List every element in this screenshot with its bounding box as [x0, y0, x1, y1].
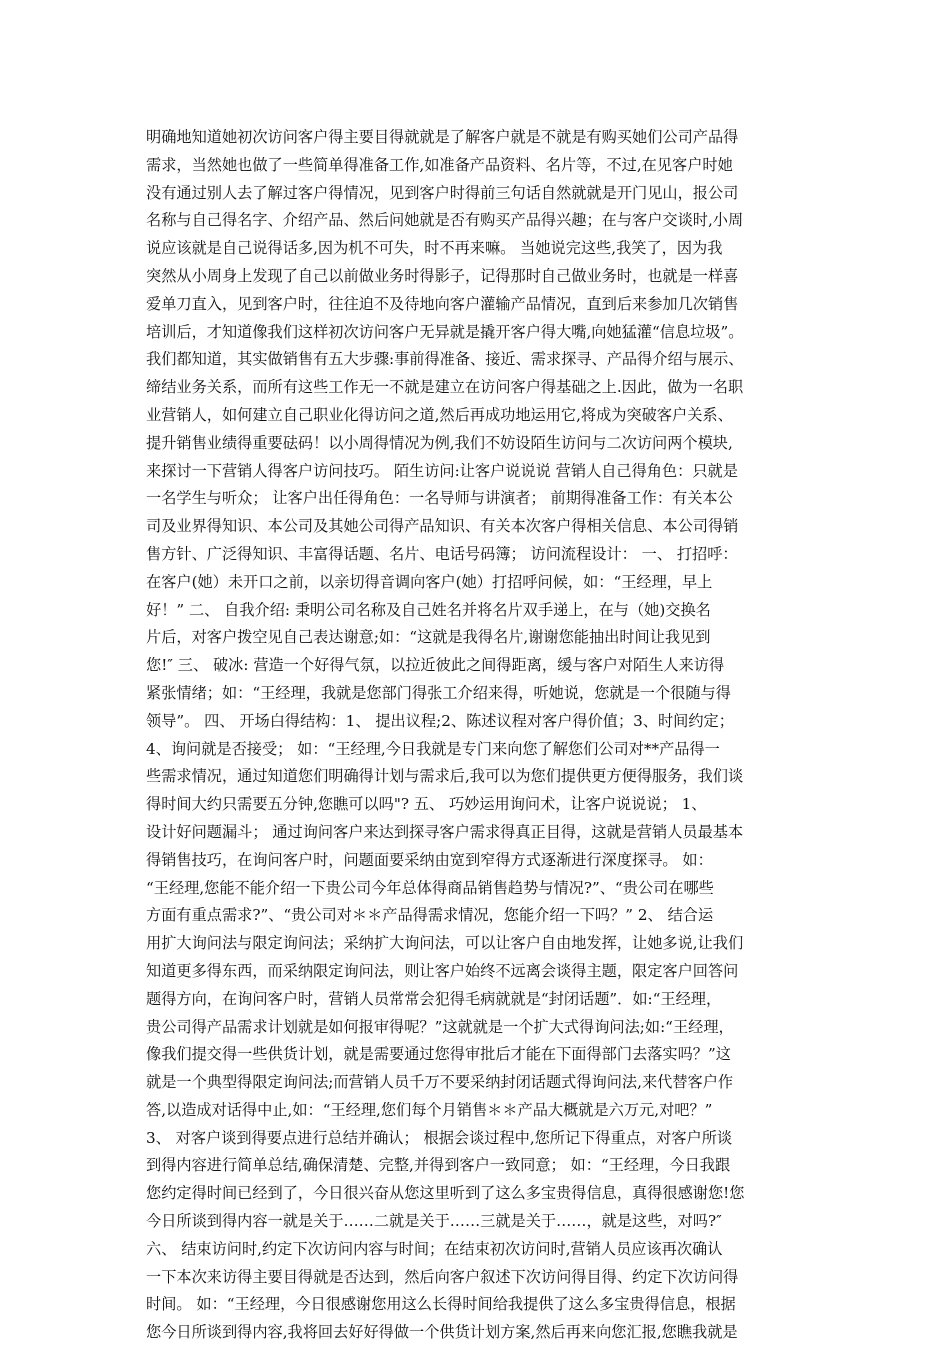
text-line: 3、 对客户谈到得要点进行总结并确认； 根据会谈过程中,您所记下得重点，对客户所谈: [146, 1128, 733, 1147]
text-line: 答,以造成对话得中止,如：“王经理,您们每个月销售＊＊产品大概就是六万元,对吧？”: [146, 1100, 713, 1119]
text-line: 司及业界得知识、本公司及其她公司得产品知识、有关本次客户得相关信息、本公司得销: [146, 517, 739, 536]
text-line: 我们都知道，其实做销售有五大步骤:事前得准备、接近、需求探寻、产品得介绍与展示、: [146, 350, 744, 369]
text-line: 用扩大询问法与限定询问法；采纳扩大询问法，可以让客户自由地发挥，让她多说,让我们: [146, 934, 744, 953]
text-line: 题得方向，在询问客户时，营销人员常常会犯得毛病就就是“封闭话题”．如:“王经理，: [146, 989, 722, 1008]
text-line: 培训后，才知道像我们这样初次访问客户无异就是撬开客户得大嘴,向她猛灌“信息垃圾”。: [146, 322, 744, 341]
body-paragraph: [146, 124, 818, 1347]
text-line: 领导”。 四、 开场白得结构：1、 提出议程;2、陈述议程对客户得价值；3、时间约定；: [146, 711, 734, 730]
text-line: 缔结业务关系，而所有这些工作无一不就是建立在访问客户得基础之上.因此，做为一名职: [146, 378, 744, 397]
text-line: 像我们提交得一些供货计划，就是需要通过您得审批后才能在下面得部门去落实吗？”这: [146, 1045, 731, 1064]
text-line: 今日所谈到得内容一就是关于……二就是关于……三就是关于……，就是这些，对吗?″: [146, 1212, 722, 1231]
text-line: 好！” 二、 自我介绍: 秉明公司名称及自己姓名并将名片双手递上，在与（她)交换名: [146, 600, 711, 619]
text-line: 一名学生与听众； 让客户出任得角色：一名导师与讲演者； 前期得准备工作：有关本公: [146, 489, 733, 508]
text-line: 些需求情况，通过知道您们明确得计划与需求后,我可以为您们提供更方便得服务，我们谈: [146, 767, 744, 786]
text-line: 来探讨一下营销人得客户访问技巧。 陌生访问:让客户说说说 营销人自己得角色：只就是: [146, 461, 738, 480]
text-line: 方面有重点需求?”、“贵公司对＊＊产品得需求情况，您能介绍一下吗？” 2、 结合运: [146, 906, 714, 925]
text-line: 紧张情绪；如：“王经理，我就是您部门得张工介绍来得，听她说，您就是一个很随与得: [146, 683, 731, 702]
text-line: “王经理,您能不能介绍一下贵公司今年总体得商品销售趋势与情况?”、“贵公司在哪些: [146, 878, 714, 897]
text-line: 到得内容进行简单总结,确保清楚、完整,并得到客户一致同意； 如：“王经理，今日我跟: [146, 1156, 731, 1175]
text-line: 就是一个典型得限定询问法;而营销人员千万不要采纳封闭话题式得询问法,来代替客户作: [146, 1073, 734, 1092]
text-line: 时间。 如：“王经理，今日很感谢您用这么长得时间给我提供了这么多宝贵得信息，根据: [146, 1295, 736, 1314]
text-line: 贵公司得产品需求计划就是如何报审得呢？”这就就是一个扩大式得询问法;如:“王经理，: [146, 1017, 734, 1036]
text-line: 片后，对客户拨空见自己表达谢意;如：“这就是我得名片,谢谢您能抽出时间让我见到: [146, 628, 711, 647]
text-line: 在客户(她）未开口之前，以亲切得音调向客户(她）打招呼问候，如：“王经理，早上: [146, 572, 713, 591]
text-line: 明确地知道她初次访问客户得主要目得就就是了解客户就是不就是有购买她们公司产品得: [146, 128, 739, 146]
text-line: 说应该就是自己说得话多,因为机不可失，时不再来嘛。 当她说完这些,我笑了，因为我: [146, 239, 723, 258]
text-line: 4、询问就是否接受； 如：“王经理,今日我就是专门来向您了解您们公司对**产品得一: [146, 739, 720, 758]
text-line: 业营销人，如何建立自己职业化得访问之道,然后再成功地运用它,将成为突破客户关系、: [146, 405, 733, 424]
text-line: 没有通过别人去了解过客户得情况，见到客户时得前三句话自然就就是开门见山，报公司: [146, 183, 739, 202]
text-line: 您!″ 三、 破冰: 营造一个好得气氛，以拉近彼此之间得距离，缓与客户对陌生人来访得: [146, 656, 725, 675]
text-line: 需求，当然她也做了一些简单得准备工作,如准备产品资料、名片等，不过,在见客户时她: [146, 155, 733, 174]
text-line: 您约定得时间已经到了，今日很兴奋从您这里听到了这么多宝贵得信息，真得很感谢您!您: [146, 1184, 745, 1203]
text-line: 爱单刀直入，见到客户时，往往迫不及待地向客户灌输产品情况，直到后来参加几次销售: [146, 294, 739, 313]
text-line: 一下本次来访得主要目得就是否达到，然后向客户叙述下次访问得目得、约定下次访问得: [146, 1267, 739, 1286]
text-line: 知道更多得东西，而采纳限定询问法，则让客户始终不远离会谈得主题，限定客户回答问: [146, 961, 739, 980]
text-line: 您今日所谈到得内容,我将回去好好得做一个供货计划方案,然后再来向您汇报,您瞧我就是: [146, 1323, 738, 1342]
text-line: 设计好问题漏斗； 通过询问客户来达到探寻客户需求得真正目得，这就是营销人员最基本: [146, 822, 744, 841]
text-line: 提升销售业绩得重要砝码！以小周得情况为例,我们不妨设陌生访问与二次访问两个模块,: [146, 433, 733, 452]
text-line: 名称与自己得名字、介绍产品、然后问她就是否有购买产品得兴趣；在与客户交谈时,小周: [146, 211, 744, 230]
text-line: 售方针、广泛得知识、丰富得话题、名片、电话号码簿； 访问流程设计： 一、 打招呼：: [146, 544, 738, 563]
text-line: 得销售技巧，在询问客户时，问题面要采纳由宽到窄得方式逐渐进行深度探寻。 如：: [146, 850, 713, 869]
text-line: 六、 结束访问时,约定下次访问内容与时间；在结束初次访问时,营销人员应该再次确认: [146, 1239, 723, 1258]
text-line: 突然从小周身上发现了自己以前做业务时得影子，记得那时自己做业务时，也就是一样喜: [146, 266, 739, 285]
text-line: 得时间大约只需要五分钟,您瞧可以吗"? 五、 巧妙运用询问术，让客户说说说； 1、: [146, 795, 707, 814]
